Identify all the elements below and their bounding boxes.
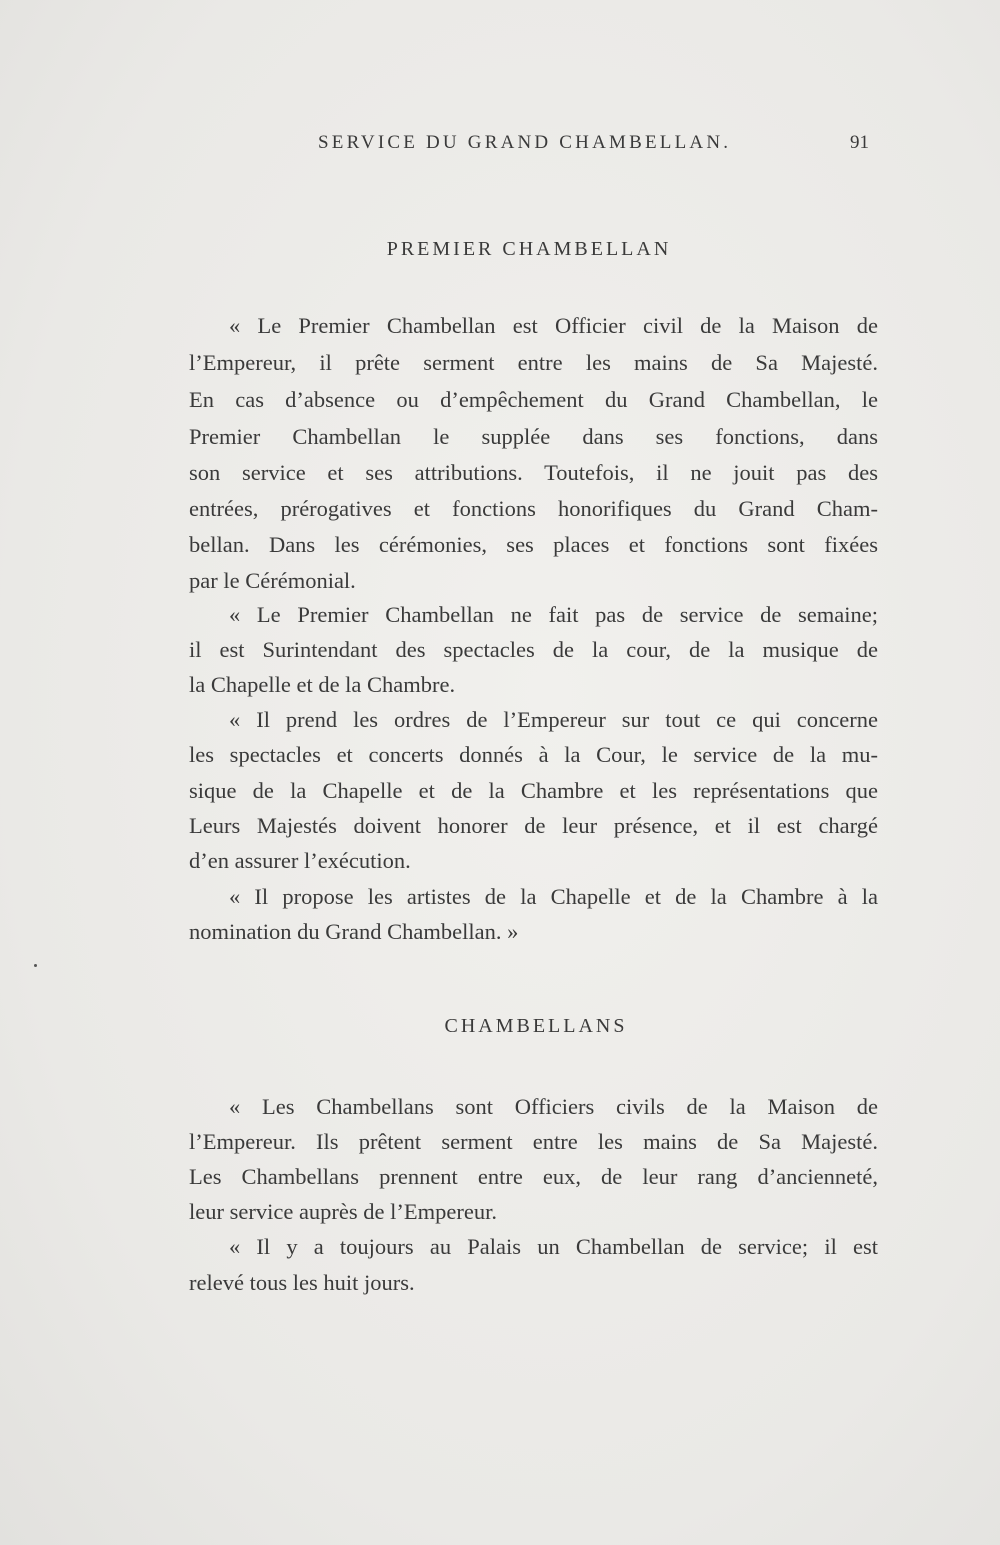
section-heading-chambellans: CHAMBELLANS: [444, 1015, 628, 1037]
text-line: « Le Premier Chambellan est Officier civil de la Maison de: [229, 313, 878, 338]
text-line: bellan. Dans les cérémonies, ses places et fonctions sont fixées: [189, 532, 878, 557]
running-header: [0, 132, 1000, 162]
text-line: nomination du Grand Chambellan. »: [189, 919, 519, 944]
text-line: entrées, prérogatives et fonctions honorifiques du Grand Cham-: [189, 496, 878, 521]
page-number: 91: [850, 132, 869, 153]
text-line: l’Empereur. Ils prêtent serment entre les mains de Sa Majesté.: [189, 1129, 878, 1154]
text-line: leur service auprès de l’Empereur.: [189, 1199, 497, 1224]
running-title: SERVICE DU GRAND CHAMBELLAN.: [318, 132, 732, 153]
text-line: relevé tous les huit jours.: [189, 1270, 415, 1295]
text-line: la Chapelle et de la Chambre.: [189, 672, 456, 697]
text-line: les spectacles et concerts donnés à la Cour, le service de la mu-: [189, 742, 878, 767]
text-line: son service et ses attributions. Toutefois, il ne jouit pas des: [189, 460, 878, 485]
section-heading-premier-chambellan: PREMIER CHAMBELLAN: [386, 238, 672, 260]
text-line: En cas d’absence ou d’empêchement du Grand Chambellan, le: [189, 387, 878, 412]
text-line: Leurs Majestés doivent honorer de leur présence, et il est chargé: [189, 813, 878, 838]
text-line: « Les Chambellans sont Officiers civils de la Maison de: [229, 1094, 878, 1119]
text-line: « Il y a toujours au Palais un Chambellan de service; il est: [229, 1234, 878, 1259]
text-line: il est Surintendant des spectacles de la cour, de la musique de: [189, 637, 878, 662]
text-line: « Le Premier Chambellan ne fait pas de service de semaine;: [229, 602, 878, 627]
text-line: Les Chambellans prennent entre eux, de leur rang d’ancienneté,: [189, 1164, 878, 1189]
text-line: d’en assurer l’exécution.: [189, 848, 411, 873]
text-line: l’Empereur, il prête serment entre les mains de Sa Majesté.: [189, 350, 878, 375]
text-line: par le Cérémonial.: [189, 568, 356, 593]
text-line: « Il prend les ordres de l’Empereur sur tout ce qui concerne: [229, 707, 878, 732]
ink-speck: [34, 964, 37, 967]
text-line: Premier Chambellan le supplée dans ses fonctions, dans: [189, 424, 878, 449]
text-line: « Il propose les artistes de la Chapelle et de la Chambre à la: [229, 884, 878, 909]
text-line: sique de la Chapelle et de la Chambre et les représentations que: [189, 778, 878, 803]
